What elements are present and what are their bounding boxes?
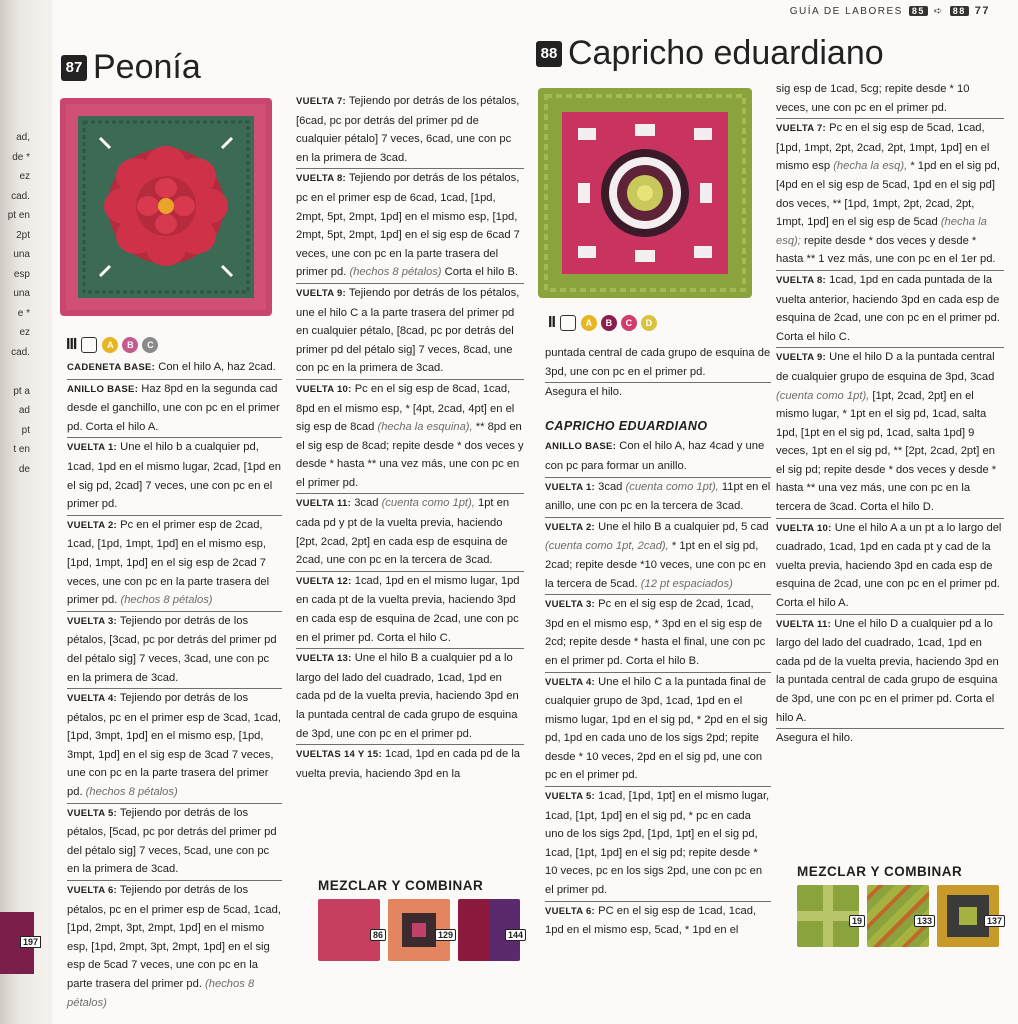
crochet-hook-icon [560, 315, 576, 331]
instruction-text: Tejiendo por detrás de los pétalos, pc en el primer esp de 6cad, 1cad, [1pd, 2mpt, 5pt, 2mpt, 1pd] en el mismo esp, [1pd, 2mpt, 5pt, 2mpt, 1pd] en el sig esp de 6cad 7 veces, une con pc en la parte trasera del primer pd. [296, 172, 520, 279]
instruction-text: Une el hilo B a cualquier pd, 5 cad [595, 520, 769, 533]
gutter-text-fragment: de [18, 463, 30, 475]
instruction-note: (cuenta como 1pt), [776, 389, 870, 402]
gutter-text-fragment: una [13, 288, 30, 299]
gutter-text-fragment: ez [19, 327, 30, 338]
instruction-paragraph [67, 358, 282, 380]
instruction-paragraph [296, 169, 524, 284]
instruction-text: Pc en el sig esp de 2cad, 1cad, 3pd en el mismo esp, * 3pd en el sig esp de 2cd; repite desde * hasta el final, une con pc en el primer pd. Corta el hilo B. [545, 598, 766, 667]
instruction-paragraph [776, 348, 1004, 518]
instruction-text: Pc en el primer esp de 2cad, 1cad, [1pd, 1mpt, 1pd] en el mismo esp, [1pd, 1mpt, 1pd] en el sig esp de 2cad 7 veces, une con pc en la parte trasera del primer pd. [67, 518, 270, 607]
gutter-text-fragment: ez [19, 171, 30, 182]
instruction-label: VUELTA 11: [296, 498, 352, 510]
instruction-text: Une el hilo D a la puntada central de cualquier grupo de esquina de 3pd, 3cad [776, 351, 995, 383]
instruction-paragraph [776, 615, 1004, 730]
instruction-text: Une el hilo C a la puntada final de cualquier grupo de 3pd, 1cad, 1pd en el mismo lugar, 1pd en el sig pd, * 2pd en el sig pd, 1pd en cada uno de los sigs 2pd; repite desde * 10 veces, 2pd en el sig pd, une con pc en el primer pd. [545, 675, 768, 782]
instruction-text: Tejiendo por detrás de los pétalos, pc en el primer esp de 5cad, 1cad, [1pd, 2mpt, 3pt, 2mpt, 1pd] en el mismo esp, [1pd, 2mpt, 3pt, 2mpt, 1pd] en el sig esp de 5cad 7 veces, une con pc en la parte trasera del primer pd. [67, 884, 281, 990]
instruction-note: (cuenta como 1pt), [622, 480, 719, 493]
pattern-88-column-1 [545, 344, 771, 941]
instruction-paragraph [776, 729, 1004, 749]
yarn-color-b-icon: B [601, 315, 617, 331]
pattern-87-column-1 [67, 358, 282, 1013]
instruction-label: VUELTA 12: [296, 575, 352, 587]
instruction-label: VUELTA 10: [776, 522, 832, 534]
instruction-label: VUELTAS 14 Y 15: [296, 749, 382, 761]
instruction-paragraph [545, 673, 771, 788]
instruction-text: [1pt, 2cad, 2pt] en el mismo lugar, * 1pt en el sig pd, 1cad, salta 1pd, [1pt en el sig pd, 1cad, salta 1pd] 9 veces, 1pt en el sig pd, ** [2pt, 2cad, 2pt] en el sig pd; repite desde * dos veces y desde * hasta ** una vez más, une con pc en la tercera de 3cad. Corta el hilo D. [776, 389, 997, 514]
instruction-note: (cuenta como 1pt, 2cad), [545, 540, 669, 553]
pattern-88-subheading: CAPRICHO EDUARDIANO [545, 418, 708, 433]
instruction-note: (hechos 8 pétalos) [82, 786, 178, 799]
instruction-paragraph [296, 284, 524, 380]
instruction-paragraph [67, 612, 282, 689]
pattern-88-number: 88 [536, 41, 562, 67]
mix-thumbnail-144 [458, 899, 523, 961]
pattern-88-title [536, 34, 884, 73]
instruction-paragraph [296, 92, 524, 169]
yarn-color-a-icon: A [102, 337, 118, 353]
instruction-text: Con el hilo A, haz 4cad y une con pc para formar un anillo. [545, 440, 765, 472]
gutter-text-fragment: 2pt [16, 229, 30, 241]
gutter-text-fragment: t en [13, 444, 30, 455]
instruction-text: Con el hilo A, haz 2cad. [155, 361, 276, 373]
instruction-label: VUELTA 3: [545, 599, 596, 611]
instruction-label: VUELTA 2: [67, 519, 118, 531]
instruction-label: ANILLO BASE: [67, 383, 139, 395]
instruction-text: PC en el sig esp de 1cad, 1cad, 1pd en el mismo esp, 5cad, * 1pd en el [545, 904, 757, 937]
instruction-text: 3cad [595, 480, 623, 493]
header-label: GUÍA DE LABORES [789, 5, 903, 17]
instruction-text: Une el hilo b a cualquier pd, 1cad, 1pd en el mismo lugar, 2cad, [1pd en el sig pd, 2cad] 7 veces, une con pc en el primer pd. [67, 441, 281, 511]
instruction-note: (hechos 8 pétalos) [67, 978, 255, 1009]
instruction-paragraph [776, 519, 1004, 615]
instruction-paragraph [67, 881, 282, 1013]
crochet-hook-icon [81, 337, 97, 353]
instruction-paragraph [545, 344, 771, 383]
instruction-note: (hechos 8 pétalos) [346, 266, 442, 279]
instruction-text: Corta el hilo B. [441, 266, 519, 279]
mix-thumbnail-number: 133 [914, 915, 935, 927]
instruction-paragraph [545, 437, 771, 477]
instruction-label: ANILLO BASE: [545, 441, 617, 453]
instruction-paragraph [67, 380, 282, 439]
gutter-text-fragment: de * [12, 151, 30, 163]
instruction-text: 11pt en el anillo, une con pc en la tercera de 3cad. [545, 480, 771, 513]
gutter-text-fragment: pt a [13, 385, 30, 397]
instruction-label: VUELTA 7: [296, 96, 347, 107]
instruction-text: sig esp de 1cad, 5cg; repite desde * 10 veces, une con pc en el primer pd. [776, 83, 970, 114]
instruction-label: VUELTA 8: [296, 173, 347, 185]
instruction-text: puntada central de cada grupo de esquina de 3pd, une con pc en el primer pd. [545, 347, 771, 378]
capricho-square-image [538, 88, 752, 298]
instruction-paragraph [776, 271, 1004, 348]
instruction-text: Une el hilo D a cualquier pd a lo largo del lado del cuadrado, 1cad, 1pd en cada pd de la vuelta previa, haciendo 3pd en la puntada central de cada grupo de esquina de 3pd, une con pc en el primer pd. Corta el hilo A. [776, 617, 999, 724]
instruction-label: VUELTA 11: [776, 618, 832, 630]
arrow-right-icon: ➪ [933, 5, 944, 17]
instruction-paragraph [545, 787, 771, 902]
instruction-label: VUELTA 4: [67, 693, 118, 705]
pattern-87-number: 87 [61, 55, 87, 81]
pattern-88-name: Capricho eduardiano [568, 34, 884, 72]
instruction-label: VUELTA 9: [296, 287, 347, 299]
instruction-text: 1pt en cada pd y pt de la vuelta previa, haciendo [2pt, 2cad, 2pt] en cada esp de esquina de 2cad, une con pc en la tercera de 3cad. [296, 497, 510, 567]
gutter-text-fragment: esp [13, 268, 30, 280]
instruction-note: (hecha la esq), [830, 160, 908, 173]
instruction-label: VUELTA 10: [296, 383, 352, 395]
mix-thumbnail-number: 144 [505, 929, 526, 941]
instruction-paragraph [67, 438, 282, 515]
instruction-paragraph [67, 689, 282, 804]
mix-thumbnail-number: 86 [370, 929, 386, 941]
instruction-paragraph [545, 902, 771, 941]
instruction-text: ** 8pd en el sig esp de 8cad; repite desde * dos veces y desde * hasta ** una vez más, une con pc en el primer pd. [296, 421, 524, 489]
yarn-color-d-icon: D [641, 315, 657, 331]
mix-thumbnail-86 [318, 899, 383, 961]
instruction-paragraph [776, 119, 1004, 271]
instruction-label: VUELTA 5: [545, 791, 596, 803]
mix-thumbnail-133 [867, 885, 932, 947]
instruction-paragraph [67, 804, 282, 881]
difficulty-bars-icon: II [548, 314, 555, 331]
instruction-label: VUELTA 9: [776, 352, 827, 364]
gutter-text-fragment: ad, [16, 132, 30, 143]
peonia-square-image [60, 98, 272, 316]
gutter-text-fragment: una [13, 249, 30, 260]
instruction-paragraph [545, 383, 771, 403]
instruction-paragraph [296, 572, 524, 649]
instruction-label: CADENETA BASE: [67, 362, 156, 373]
instruction-paragraph [296, 745, 524, 784]
page-header [790, 5, 990, 17]
instruction-label: VUELTA 4: [545, 676, 596, 688]
instruction-label: VUELTA 8: [776, 274, 827, 286]
instruction-label: VUELTA 2: [545, 521, 596, 533]
instruction-text: 1cad, 1pd en cada puntada de la vuelta anterior, haciendo 3pd en cada esp de esquina de 2cad, une con pc en el primer pd. Corta el hilo C. [776, 273, 1000, 343]
page [52, 0, 1018, 1024]
instruction-text: * 1pd en el sig pd, [4pd en el sig esp de 5cad, 1pd en el sig pd] dos veces, ** [1pd, 1mpt, 2pt, 2cad, 2pt, 1mpt, 1pd] en el sig esp de 5cad [776, 160, 1000, 229]
yarn-color-b-icon: B [122, 337, 138, 353]
page-number: 77 [974, 5, 990, 17]
instruction-text: Une el hilo A a un pt a lo largo del cuadrado, 1cad, 1pd en cada pt y cad de la vuelta previa, haciendo 3pd en cada esp de esquina de 2cad, une con pc en el primer pd. Corta el hilo A. [776, 521, 1002, 610]
mix-thumbnail-129 [388, 899, 453, 961]
instruction-paragraph [776, 80, 1004, 119]
difficulty-bars-icon: III [66, 336, 77, 353]
pattern-88-column-2 [776, 80, 1004, 749]
instruction-paragraph [545, 595, 771, 672]
instruction-text: 3cad [351, 497, 379, 510]
pattern-87-column-2 [296, 92, 524, 784]
mix-thumbnail-number: 129 [435, 929, 456, 941]
mix-title: MEZCLAR Y COMBINAR [318, 878, 484, 893]
instruction-label: VUELTA 6: [67, 885, 118, 897]
pattern-88-skill-level [548, 314, 657, 332]
instruction-paragraph [296, 380, 524, 495]
header-from-badge: 85 [909, 6, 928, 16]
mix-thumbnail-19 [797, 885, 862, 947]
pattern-87-skill-level [66, 336, 158, 354]
instruction-paragraph [296, 494, 524, 571]
yarn-color-a-icon: A [581, 315, 597, 331]
instruction-label: VUELTA 13: [296, 653, 352, 665]
instruction-note: (hechos 8 pétalos) [117, 594, 213, 607]
instruction-text: Asegura el hilo. [776, 732, 854, 745]
instruction-text: Tejiendo por detrás de los pétalos, [3cad, pc por detrás del primer pd del pétalo sig] 7 veces, 3cad, une con pc en la primera de 3cad. [67, 614, 277, 684]
pattern-88-mix-and-match [797, 864, 1002, 947]
mix-thumbnail-number: 19 [849, 915, 865, 927]
instruction-text: 1cad, 1pd en cada pd de la vuelta previa, haciendo 3pd en la [296, 748, 521, 780]
instruction-label: VUELTA 7: [776, 123, 827, 135]
instruction-text: 1cad, 1pd en el mismo lugar, 1pd en cada pt de la vuelta previa, haciendo 3pd en cada esp de esquina de 2cad, une con pc en el primer pd. Corta el hilo C. [296, 574, 520, 644]
previous-page-thumbnail-number: 197 [20, 936, 41, 948]
instruction-text: Pc en el sig esp de 8cad, 1cad, 8pd en el mismo esp, * [4pt, 2cad, 4pt] en el sig esp de 8cad [296, 382, 515, 434]
instruction-label: VUELTA 1: [67, 442, 118, 454]
instruction-paragraph [545, 478, 771, 518]
instruction-text: Tejiendo por detrás de los pétalos, pc en el primer esp de 3cad, 1cad, [1pd, 3mpt, 1pd] en el mismo esp, [1pd, 3mpt, 1pd] en el sig esp de 3cad 7 veces, une con pc en la parte trasera del primer pd. [67, 692, 281, 799]
pattern-87-name: Peonía [93, 48, 201, 86]
instruction-text: 1cad, [1pd, 1pt] en el mismo lugar, 1cad, [1pt, 1pd] en el sig pd, * pc en cada uno de los sigs 2pd, [1pd, 1pt] en el sig pd, 1cad, [1pt, 1pd] en el sig pd; repite desde * 10 veces, pc en los sigs 2pd, une con pc en el primer pd. [545, 790, 770, 897]
instruction-text: Tejiendo por detrás de los pétalos, [5cad, pc por detrás del primer pd del pétalo sig] 7 veces, 5cad, une con pc en la primera de 3cad. [67, 806, 277, 876]
instruction-label: VUELTA 3: [67, 615, 118, 627]
instruction-text: repite desde * dos veces y desde * hasta ** 1 vez más, une con pc en el 1er pd. [776, 234, 996, 266]
instruction-text: Une el hilo B a cualquier pd a lo largo del lado del cuadrado, 1cad, 1pd en cada pd de la vuelta previa, haciendo 3pd en la puntada central de cada grupo de esquina de 3pd, une con pc en el primer pd. [296, 652, 519, 740]
gutter-text-fragment: cad. [11, 346, 30, 358]
gutter-text-fragment: e * [17, 307, 30, 319]
instruction-label: VUELTA 1: [545, 481, 596, 493]
gutter-text-fragment: cad. [11, 190, 30, 202]
instruction-note: (hecha la esquina), [374, 421, 473, 434]
instruction-label: VUELTA 5: [67, 807, 118, 819]
pattern-87-mix-and-match [318, 878, 523, 961]
gutter-text-fragment: ad [18, 405, 30, 416]
gutter-text-fragment: pt en [7, 210, 30, 221]
mix-title: MEZCLAR Y COMBINAR [797, 864, 963, 879]
mix-thumbnail-number: 137 [984, 915, 1005, 927]
instruction-paragraph [545, 518, 771, 595]
header-to-badge: 88 [950, 6, 969, 16]
pattern-87-title [61, 48, 201, 87]
instruction-paragraph [67, 516, 282, 612]
instruction-text: Tejiendo por detrás de los pétalos, une el hilo C a la parte trasera del primer pd en cualquier pétalo, [8cad, pc por detrás del primer pd del pétalo sig] 7 veces, 8cad, une con pc en la primera de 3cad. [296, 286, 520, 375]
mix-thumbnail-137 [937, 885, 1002, 947]
instruction-paragraph [296, 649, 524, 745]
gutter-text-fragment: pt [21, 424, 30, 436]
instruction-text: Haz 8pd en la segunda cad desde el ganchillo, une con pc en el primer pd. Corta el hilo A. [67, 382, 280, 433]
yarn-color-c-icon: C [142, 337, 158, 353]
instruction-text: Pc en el sig esp de 5cad, 1cad, [1pd, 1mpt, 2pt, 2cad, 2pt, 1mpt, 1pd] en el mismo esp [776, 122, 990, 173]
instruction-note: (hecha la esq); [776, 216, 987, 247]
instruction-note: (12 pt espaciados) [637, 577, 733, 590]
yarn-color-c-icon: C [621, 315, 637, 331]
instruction-text: * 1pt en el sig pd, 2cad; repite desde *10 veces, une con pc en la tercera de 5cad. [545, 540, 766, 590]
instruction-text: Tejiendo por detrás de los pétalos, [6cad, pc por detrás del primer pd de cualquier pétalo] 7 veces, 6cad, une con pc en la primera de 3cad. [296, 95, 520, 164]
instruction-note: (cuenta como 1pt), [378, 497, 475, 510]
instruction-label: VUELTA 6: [545, 905, 596, 917]
instruction-text: Asegura el hilo. [545, 386, 623, 399]
